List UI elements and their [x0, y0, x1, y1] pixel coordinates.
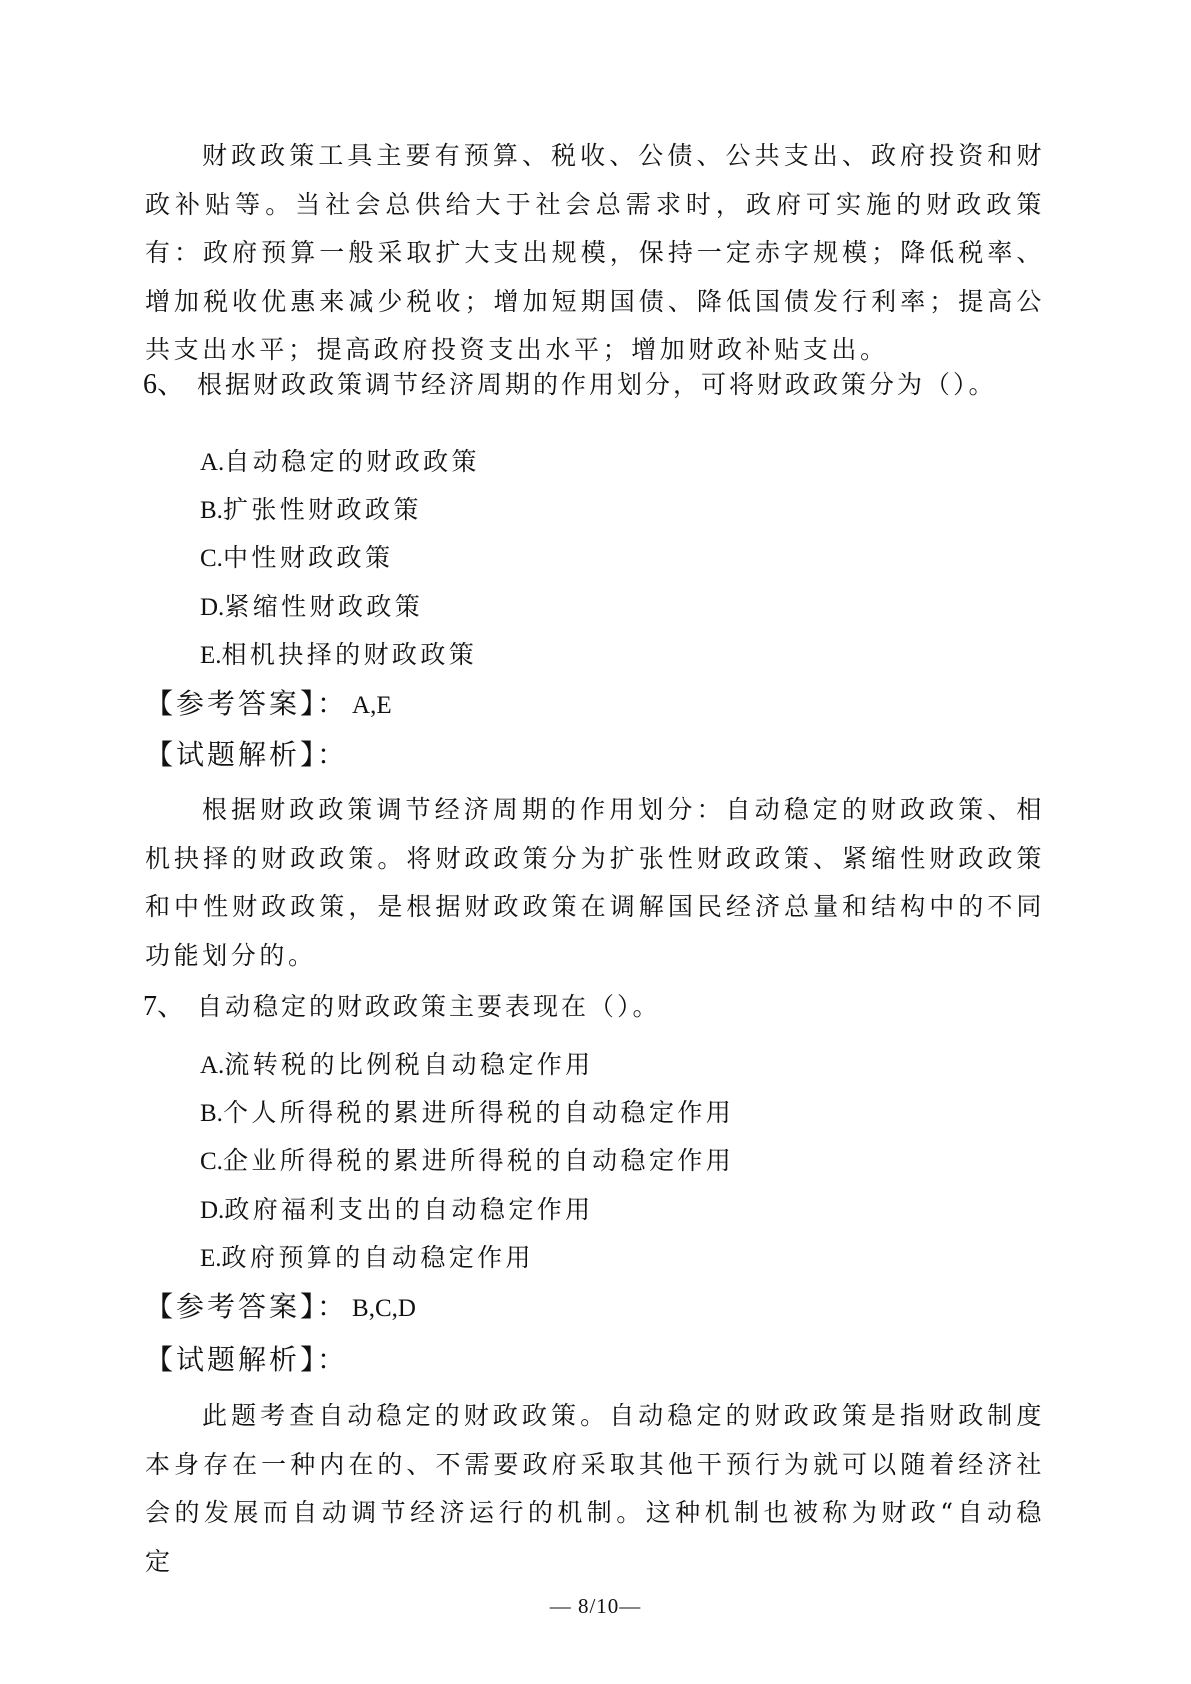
option-letter: E. — [200, 642, 222, 669]
question-number: 6、 — [143, 369, 186, 400]
q6-option-e — [200, 635, 477, 671]
q6-analysis-label: 【试题解析】： — [145, 738, 349, 771]
option-letter: A. — [200, 1052, 225, 1079]
option-letter: A. — [200, 449, 225, 476]
analysis-paragraph-q6: 根据财政政策调节经济周期的作用划分：自动稳定的财政政策、相机抉择的财政政策。将财政政策分为扩张性财政政策、紧缩性财政政策和中性财政政策，是根据财政政策在调解国民经济总量和结构中的不同功能划分的。 — [145, 795, 1045, 970]
q6-option-a — [200, 442, 480, 478]
q6-answer — [145, 682, 392, 722]
option-letter: B. — [200, 1100, 223, 1127]
option-text: 政府预算的自动稳定作用 — [221, 1243, 534, 1272]
q7-option-b — [200, 1093, 734, 1129]
option-text: 政府福利支出的自动稳定作用 — [224, 1195, 594, 1224]
page-number: — 8/10— — [549, 1594, 642, 1618]
option-text: 流转税的比例税自动稳定作用 — [224, 1050, 594, 1079]
option-text: 扩张性财政政策 — [222, 495, 422, 524]
option-letter: D. — [200, 1197, 225, 1224]
option-letter: C. — [200, 1148, 223, 1175]
q7-answer — [145, 1285, 416, 1325]
q6-option-c — [200, 538, 393, 574]
q7-option-e — [200, 1238, 534, 1274]
answer-value: B,C,D — [352, 1295, 416, 1322]
q7-option-c — [200, 1141, 734, 1177]
q7-analysis-label: 【试题解析】： — [145, 1343, 349, 1376]
option-letter: D. — [200, 594, 225, 621]
answer-label: 【参考答案】： — [145, 687, 349, 720]
option-text: 中性财政政策 — [222, 543, 394, 572]
question-number: 7、 — [143, 991, 186, 1022]
question-text: 根据财政政策调节经济周期的作用划分，可将财政政策分为（）。 — [197, 370, 997, 399]
answer-label: 【参考答案】： — [145, 1290, 349, 1323]
option-text: 紧缩性财政政策 — [224, 592, 424, 621]
option-letter: C. — [200, 545, 223, 572]
answer-value: A,E — [352, 692, 392, 719]
option-text: 企业所得税的累进所得税的自动稳定作用 — [222, 1146, 735, 1175]
analysis-paragraph-q5: 财政政策工具主要有预算、税收、公债、公共支出、政府投资和财政补贴等。当社会总供给大于社会总需求时，政府可实施的财政政策有：政府预算一般采取扩大支出规模，保持一定赤字规模；降低税率、增加税收优惠来减少税收；增加短期国债、降低国债发行利率；提高公共支出水平；提高政府投资支出水平；增加财政补贴支出。 — [145, 141, 1045, 365]
question-6-stem — [143, 362, 997, 402]
q7-option-d — [200, 1190, 594, 1226]
analysis-paragraph-q7: 此题考查自动稳定的财政政策。自动稳定的财政政策是指财政制度本身存在一种内在的、不需要政府采取其他干预行为就可以随着经济社会的发展而自动调节经济运行的机制。这种机制也被称为财政“自动稳定 — [145, 1401, 1045, 1576]
option-letter: B. — [200, 497, 223, 524]
q6-option-d — [200, 587, 423, 623]
option-text: 自动稳定的财政政策 — [224, 447, 480, 476]
option-letter: E. — [200, 1245, 222, 1272]
q6-option-b — [200, 490, 422, 526]
option-text: 个人所得税的累进所得税的自动稳定作用 — [222, 1098, 735, 1127]
question-text: 自动稳定的财政政策主要表现在（）。 — [197, 992, 661, 1021]
option-text: 相机抉择的财政政策 — [221, 640, 478, 669]
question-7-stem — [143, 984, 661, 1024]
q7-option-a — [200, 1045, 594, 1081]
